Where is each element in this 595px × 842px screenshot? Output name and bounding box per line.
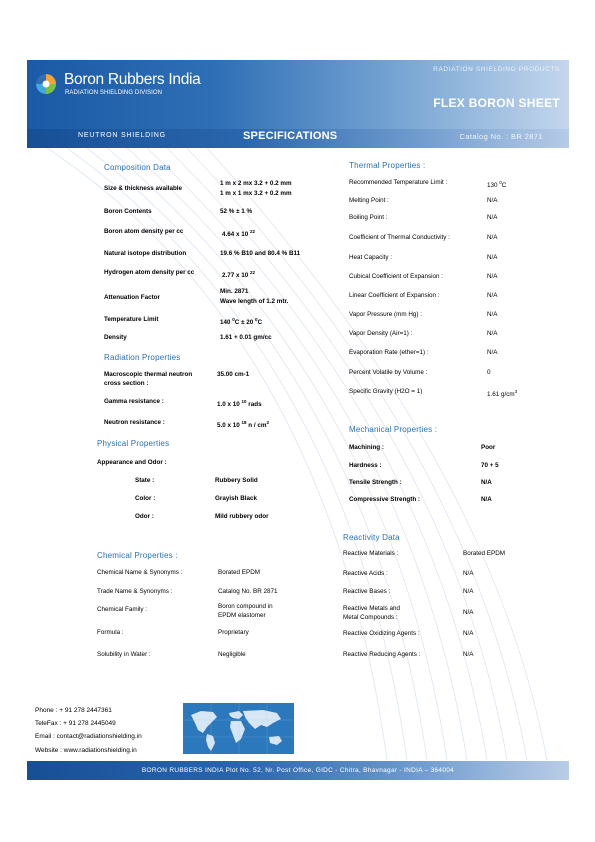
specific-gravity-value: 1.61 $g/cm^3$ <box>487 389 518 398</box>
melting-point-label: Melting Point : <box>349 197 389 204</box>
chemical-name-value: Borated EPDM <box>218 569 260 576</box>
reactive-bases-value: N/A <box>463 588 474 595</box>
isotope-label: Natural isotope distribution <box>104 250 187 257</box>
footer-band <box>27 761 569 780</box>
size-value-2: 1 m x 1 mx 3.2 + 0.2 mm <box>220 190 292 197</box>
machining-label: Machining : <box>349 444 384 451</box>
chemical-family-value-2: EPDM elastomer <box>218 612 266 619</box>
neutron-shielding-label: NEUTRON SHIELDING <box>78 132 166 139</box>
hydrogen-label: Hydrogen atom density per cc <box>104 269 195 276</box>
physical-section-title: Physical Properties <box>97 439 170 448</box>
vapor-pressure-label: Vapor Pressure (mm Hg) : <box>349 311 423 318</box>
chemical-name-label: Chemical Name & Synonyms : <box>97 569 183 576</box>
neutron-resistance-value: 5.0 x 10 $^{18}$ n / $cm^2$ <box>217 420 269 429</box>
trade-name-value: Catalog No. BR 2871 <box>218 588 278 595</box>
hardness-label: Hardness : <box>349 462 382 469</box>
density-value: 1.61 + 0.01 gm/cc <box>220 334 272 341</box>
header-tagline: RADIATION SHIELDING PRODUCTS <box>433 66 560 73</box>
radiation-section-title: Radiation Properties <box>104 353 181 362</box>
cubical-expansion-value: N/A <box>487 273 498 280</box>
reactive-bases-label: Reactive Bases : <box>343 588 391 595</box>
machining-value: Poor <box>481 444 496 451</box>
thermal-conductivity-value: N/A <box>487 234 498 241</box>
color-label: Color : <box>135 495 156 502</box>
reactive-metals-value: N/A <box>463 609 474 616</box>
trade-name-label: Trade Name & Synonyms : <box>97 588 173 595</box>
odor-label: Odor : <box>135 513 154 520</box>
reactive-acids-value: N/A <box>463 570 474 577</box>
percent-volatile-label: Percent Volatile by Volume : <box>349 369 428 376</box>
composition-section-title: Composition Data <box>104 163 171 172</box>
boron-density-value: 4.64 x 10 $^{22}$ <box>222 229 256 238</box>
website-link[interactable]: Website : www.radiationshielding.in <box>35 746 137 754</box>
rec-temp-label: Recommended Temperature Limit : <box>349 179 448 186</box>
company-division: RADIATION SHIELDING DIVISION <box>65 90 163 96</box>
company-logo-icon <box>35 73 57 95</box>
footer-address: BORON RUBBERS INDIA Plot No. 52, Nr. Post Office, GIDC - Chitra, Bhavnagar - INDIA – 364004 <box>141 767 455 774</box>
linear-expansion-label: Linear Coefficient of Expansion : <box>349 292 440 299</box>
boiling-point-value: N/A <box>487 214 498 221</box>
hydrogen-value: 2.77 x 10 $^{22}$ <box>222 270 256 279</box>
header-banner <box>27 60 569 148</box>
company-name: Boron Rubbers India <box>64 71 201 88</box>
percent-volatile-value: 0 <box>487 369 491 376</box>
phone-text: Phone : + 91 278 2447361 <box>35 707 112 714</box>
macro-label-1: Macroscopic thermal neutron <box>104 371 193 378</box>
macro-value: 35.00 cm-1 <box>217 371 250 378</box>
telefax-text: TeleFax : + 91 278 2445049 <box>35 720 116 728</box>
solubility-label: Solubility in Water : <box>97 651 151 658</box>
tensile-strength-value: N/A <box>481 479 492 486</box>
boron-density-label: Boron atom density per cc <box>104 228 184 235</box>
vapor-density-value: N/A <box>487 330 498 337</box>
evaporation-rate-label: Evaporation Rate (ether=1) : <box>349 349 429 356</box>
formula-label: Formula : <box>97 629 124 636</box>
product-title: FLEX BORON SHEET <box>433 96 560 110</box>
gamma-label: Gamma resistance : <box>104 398 164 405</box>
size-label: Size & thickness available <box>104 185 183 192</box>
reactive-reducing-label: Reactive Reducing Agents : <box>343 651 421 658</box>
tensile-strength-label: Tensile Strength : <box>349 479 402 486</box>
chemical-family-value-1: Boron compound in <box>218 603 273 610</box>
boron-contents-label: Boron Contents <box>104 208 152 215</box>
attenuation-label: Attenuation Factor <box>104 294 160 301</box>
boiling-point-label: Boiling Point : <box>349 214 388 221</box>
color-value: Grayish Black <box>215 495 258 502</box>
neutron-resistance-label: Neutron resistance : <box>104 419 165 426</box>
attenuation-value-1: Min. 2871 <box>220 288 249 295</box>
state-value: Rubbery Solid <box>215 477 258 484</box>
linear-expansion-value: N/A <box>487 292 498 299</box>
catalog-number: Catalog No. : BR 2871 <box>459 132 543 141</box>
reactive-oxidizing-value: N/A <box>463 630 474 637</box>
email-link[interactable]: Email : contact@radiationshielding.in <box>35 733 142 741</box>
mechanical-section-title: Mechanical Properties : <box>349 425 438 434</box>
density-label: Density <box>104 334 127 341</box>
thermal-conductivity-label: Coefficient of Thermal Conductivity : <box>349 234 450 241</box>
heat-capacity-label: Heat Capacity : <box>349 254 393 261</box>
heat-capacity-value: N/A <box>487 254 498 261</box>
evaporation-rate-value: N/A <box>487 349 498 356</box>
reactive-oxidizing-label: Reactive Oxidizing Agents : <box>343 630 420 637</box>
vapor-density-label: Vapor Density (Air=1) : <box>349 330 413 337</box>
reactive-acids-label: Reactive Acids : <box>343 570 388 577</box>
hardness-value: 70 + 5 <box>481 462 499 469</box>
chemical-section-title: Chemical Properties : <box>97 551 178 560</box>
macro-label-2: cross section : <box>104 380 149 387</box>
specific-gravity-label: Specific Gravity (H2O = 1) <box>349 388 423 395</box>
appearance-label: Appearance and Odor : <box>97 459 167 466</box>
reactivity-section-title: Reactivity Data <box>343 533 400 542</box>
size-value-1: 1 m x 2 mx 3.2 + 0.2 mm <box>220 180 292 187</box>
compressive-strength-value: N/A <box>481 496 492 503</box>
cubical-expansion-label: Cubical Coefficient of Expansion : <box>349 273 444 280</box>
rec-temp-value: 130 $^0$C <box>487 180 507 189</box>
reactive-metals-label-2: Metal Compounds : <box>343 614 398 621</box>
vapor-pressure-value: N/A <box>487 311 498 318</box>
chemical-family-label: Chemical Family : <box>97 606 148 613</box>
compressive-strength-label: Compressive Strength : <box>349 496 421 503</box>
melting-point-value: N/A <box>487 197 498 204</box>
temperature-limit-label: Temperature Limit <box>104 316 159 323</box>
isotope-value: 19.6 % B10 and 80.4 % B11 <box>220 250 301 257</box>
reactive-metals-label-1: Reactive Metals and <box>343 605 401 612</box>
specifications-title: SPECIFICATIONS <box>243 130 338 142</box>
solubility-value: Negligible <box>218 651 246 658</box>
formula-value: Proprietary <box>218 629 249 636</box>
reactive-reducing-value: N/A <box>463 651 474 658</box>
thermal-section-title: Thermal Properties : <box>349 161 426 170</box>
odor-value: Mild rubbery odor <box>215 513 269 520</box>
attenuation-value-2: Wave length of 1.2 mtr. <box>220 298 289 305</box>
reactive-materials-label: Reactive Materials : <box>343 550 399 557</box>
state-label: State : <box>135 477 155 484</box>
world-map-image <box>183 703 294 754</box>
boron-contents-value: 52 % ± 1 % <box>220 208 253 215</box>
contact-block <box>35 704 142 757</box>
gamma-value: 1.0 x 10 $^{10}$ rads <box>217 399 262 408</box>
temperature-limit-value: 140 $^0$C ± 20 $^0$C <box>220 317 263 326</box>
reactive-materials-value: Borated EPDM <box>463 550 505 557</box>
